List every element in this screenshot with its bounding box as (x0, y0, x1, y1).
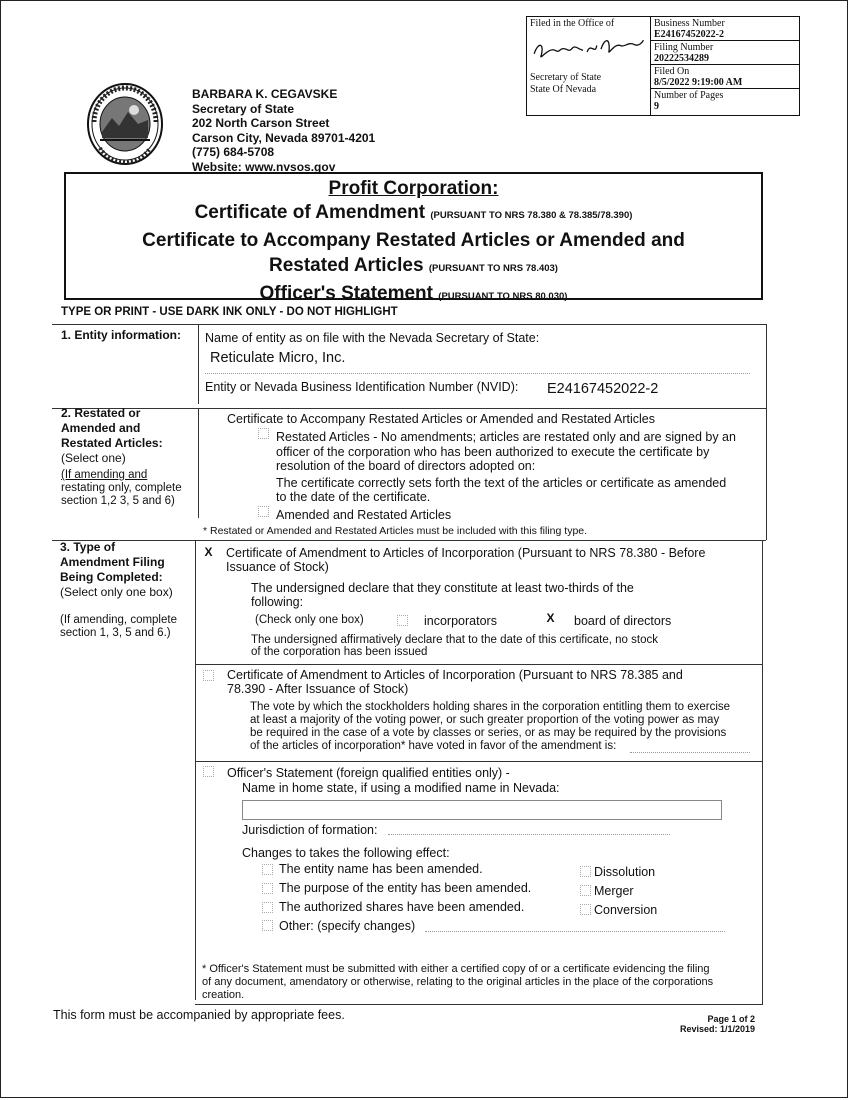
secretary-title: Secretary of State (192, 101, 295, 116)
ink-instructions: TYPE OR PRINT - USE DARK INK ONLY - DO NOT HIGHLIGHT (61, 306, 398, 318)
filing-number-label: Filing Number (654, 42, 714, 53)
pages-value: 9 (654, 101, 659, 112)
state-label: State Of Nevada (530, 84, 597, 95)
after-stock-checkbox[interactable] (203, 670, 214, 681)
business-number-value: E24167452022-2 (654, 29, 724, 40)
officers-statement-title: Officer's Statement (259, 283, 433, 304)
dissolution-label: Dissolution (594, 865, 656, 879)
home-name-prompt: Name in home state, if using a modified name in Nevada: (242, 781, 560, 795)
agency-street: 202 North Carson Street (192, 116, 330, 130)
section2-label-line4: (Select one) (61, 451, 126, 465)
revised-date: Revised: 1/1/2019 (680, 1024, 756, 1034)
section2-heading: Certificate to Accompany Restated Articles or Amended and Restated Articles (227, 412, 655, 426)
grid-line (195, 540, 196, 1000)
secretary-label: Secretary of State (530, 72, 602, 83)
pages-label: Number of Pages (654, 90, 724, 101)
no-stock-line2: of the corporation has been issued (251, 646, 428, 658)
restated-opt1-line4: The certificate correctly sets forth the text of the articles or certificate as amended (276, 476, 727, 490)
section1-label: 1. Entity information: (61, 328, 181, 342)
changes-label: Changes to takes the following effect: (242, 846, 450, 860)
jurisdiction-field[interactable] (388, 834, 670, 835)
merger-label: Merger (594, 884, 634, 898)
home-name-input[interactable] (242, 800, 722, 820)
officer-note-line3: creation. (202, 989, 245, 1001)
agency-phone: (775) 684-5708 (192, 145, 275, 159)
officer-note-line1: * Officer's Statement must be submitted with either a certified copy of or a certificate evidencing the filing (202, 963, 710, 975)
filed-on-label: Filed On (654, 66, 690, 77)
check-one-label: (Check only one box) (255, 614, 364, 626)
restated-opt1-line1: Restated Articles - No amendments; articles are restated only and are signed by an (276, 430, 736, 444)
entity-name-underline (205, 373, 750, 374)
board-label: board of directors (574, 614, 672, 628)
officer-statement-label: Officer's Statement (foreign qualified entities only) - (227, 766, 510, 780)
grid-line (198, 324, 199, 404)
section3-label-line1: 3. Type of (60, 540, 116, 554)
conversion-checkbox[interactable] (580, 904, 591, 915)
declare-line2: following: (251, 595, 304, 609)
other-changes-label: Other: (specify changes) (279, 919, 416, 933)
jurisdiction-label: Jurisdiction of formation: (242, 823, 378, 837)
officer-statement-checkbox[interactable] (203, 766, 214, 777)
vote-percent-field[interactable] (630, 752, 750, 753)
page-footer (680, 1014, 755, 1034)
before-stock-checkbox[interactable]: X (204, 545, 213, 559)
restated-articles-title: Restated Articles (269, 255, 424, 276)
nvid-field[interactable]: E24167452022-2 (547, 381, 659, 397)
section2-instr (61, 469, 182, 508)
section2-instr-line2: restating only, complete (61, 482, 182, 494)
no-stock-line1: The undersigned affirmatively declare that to the date of this certificate, no stock (251, 634, 658, 646)
form-title-line1: Profit Corporation: (328, 178, 499, 199)
business-number-label: Business Number (654, 18, 725, 29)
nrs-note-1: (PURSUANT TO NRS 78.380 & 78.385/78.390) (430, 210, 633, 221)
agency-website: Website: www.nvsos.gov (192, 159, 336, 174)
nvid-prompt: Entity or Nevada Business Identification Number (NVID): (205, 380, 519, 394)
section2-label-line2: Amended and (61, 421, 141, 435)
certificate-of-amendment-title: Certificate of Amendment (194, 202, 426, 223)
officer-note-line2: of any document, amendatory or otherwise, relating to the original articles in the place of the corporations (202, 976, 714, 988)
incorporators-checkbox[interactable] (397, 615, 408, 626)
after-stock-line2: 78.390 - After Issuance of Stock) (227, 682, 409, 696)
agency-city: Carson City, Nevada 89701-4201 (192, 130, 376, 145)
vote-line1: The vote by which the stockholders holding shares in the corporation entitling them to exercise (250, 701, 731, 713)
other-changes-field[interactable] (425, 931, 725, 932)
incorporators-label: incorporators (424, 614, 497, 628)
section3-instr-line2: section 1, 3, 5 and 6.) (60, 627, 171, 639)
restated-opt1-line3: resolution of the board of directors adopted on: (276, 459, 536, 473)
entity-name-prompt: Name of entity as on file with the Nevada Secretary of State: (205, 331, 540, 345)
filing-number-value: 20222534289 (654, 53, 709, 64)
shares-amended-label: The authorized shares have been amended. (279, 900, 525, 914)
after-stock-line1: Certificate of Amendment to Articles of Incorporation (Pursuant to NRS 78.385 and (227, 668, 683, 682)
grid-line (198, 408, 199, 518)
filed-in-office-label: Filed in the Office of (530, 18, 615, 29)
other-changes-checkbox[interactable] (262, 920, 273, 931)
name-amended-label: The entity name has been amended. (279, 862, 483, 876)
grid-line (195, 664, 762, 665)
nrs-note-3: (PURSUANT TO NRS 80.030) (438, 291, 568, 302)
section2-instr-line3: section 1,2 3, 5 and 6) (61, 495, 175, 507)
entity-name-field[interactable]: Reticulate Micro, Inc. (210, 350, 346, 366)
vote-line4: of the articles of incorporation* have voted in favor of the amendment is: (250, 740, 617, 752)
grid-line (762, 540, 763, 1005)
section3-label-line4: (Select only one box) (60, 585, 173, 599)
fees-note: This form must be accompanied by appropriate fees. (53, 1008, 345, 1022)
grid-line (195, 1004, 762, 1005)
vote-line3: be required in the case of a vote by classes or series, or as may be required by the provisions (250, 727, 727, 739)
name-amended-checkbox[interactable] (262, 864, 273, 875)
grid-line (52, 324, 766, 325)
merger-checkbox[interactable] (580, 885, 591, 896)
section3-label-line2: Amendment Filing (60, 555, 165, 569)
amended-restated-checkbox[interactable] (258, 506, 269, 517)
restated-opt1-line5: to the date of the certificate. (276, 490, 431, 504)
amended-restated-label: Amended and Restated Articles (276, 508, 452, 522)
filed-on-value: 8/5/2022 9:19:00 AM (654, 77, 743, 88)
section2-label (61, 406, 182, 508)
form-title-line3: Certificate to Accompany Restated Articles or Amended and (142, 230, 685, 251)
grid-line (195, 761, 762, 762)
section2-instr-line1: (If amending and (61, 469, 148, 481)
declare-line1: The undersigned declare that they constitute at least two-thirds of the (251, 581, 634, 595)
restated-articles-checkbox[interactable] (258, 428, 269, 439)
section2-footnote: * Restated or Amended and Restated Articles must be included with this filing type. (203, 525, 588, 537)
conversion-label: Conversion (594, 903, 658, 917)
purpose-amended-label: The purpose of the entity has been amended. (279, 881, 532, 895)
shares-amended-checkbox[interactable] (262, 902, 273, 913)
before-stock-line2: Issuance of Stock) (226, 560, 329, 574)
restated-opt1-line2: officer of the corporation who has been authorized to execute the certificate by (276, 445, 710, 459)
section3-label (60, 540, 177, 640)
before-stock-line1: Certificate of Amendment to Articles of Incorporation (Pursuant to NRS 78.380 - Before (226, 546, 706, 560)
section3-label-line3: Being Completed: (60, 570, 163, 584)
dissolution-checkbox[interactable] (580, 866, 591, 877)
board-checkbox[interactable]: X (546, 611, 555, 625)
vote-line2: at least a majority of the voting power, or such greater proportion of the voting power as may (250, 714, 720, 726)
secretary-name: BARBARA K. CEGAVSKE (192, 87, 338, 101)
grid-line (766, 324, 767, 540)
page-number: Page 1 of 2 (707, 1014, 756, 1024)
section2-label-line1: 2. Restated or (61, 406, 141, 420)
nrs-note-2: (PURSUANT TO NRS 78.403) (428, 263, 558, 274)
section2-label-line3: Restated Articles: (61, 436, 163, 450)
purpose-amended-checkbox[interactable] (262, 883, 273, 894)
section3-instr-line1: (If amending, complete (60, 614, 177, 626)
